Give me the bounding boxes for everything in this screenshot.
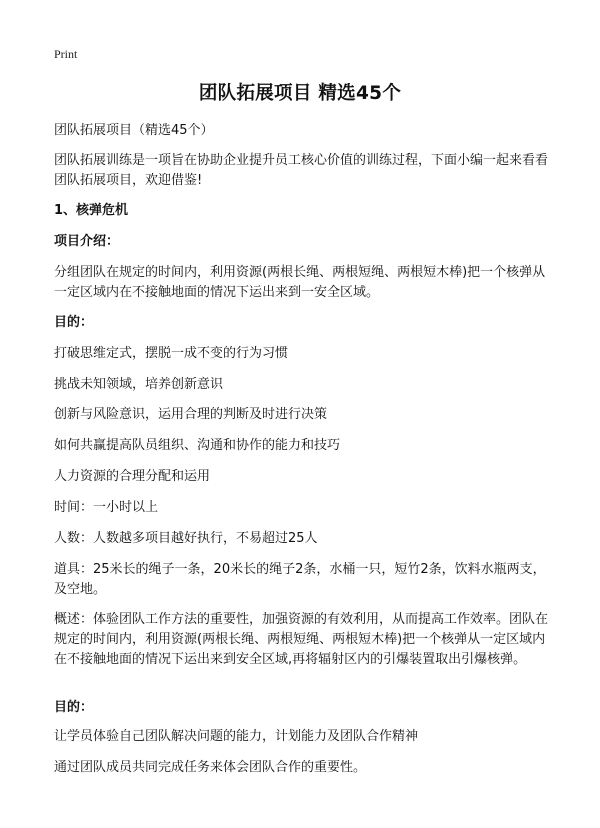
props-paragraph: 道具：25米长的绳子一条，20米长的绳子2条，水桶一只，短竹2条，饮料水瓶两支，及空地。 <box>54 562 546 597</box>
goal-item: 打破思维定式，摆脱一成不变的行为习惯 <box>54 346 289 361</box>
page-title: 团队拓展项目 精选45个 <box>198 83 402 104</box>
goal-item: 挑战未知领域，培养创新意识 <box>54 377 224 392</box>
goal-item: 创新与风险意识，运用合理的判断及时进行决策 <box>54 407 328 422</box>
document-subtitle: 团队拓展项目（精选45个） <box>54 123 214 138</box>
print-link[interactable]: Print <box>54 47 78 61</box>
project-intro-heading: 项目介绍： <box>54 234 120 249</box>
section-heading-item1: 1、核弹危机 <box>54 203 129 218</box>
overview-paragraph: 概述：体验团队工作方法的重要性，加强资源的有效利用，从而提高工作效率。团队在规定的时间内，利用资源(两根长绳、两根短绳、两根短木棒)把一个核弹从一定区域内在不接触地面的情况下运出来到安全区域,再将辐射区内的引爆装置取出引爆核弹。 <box>54 612 549 667</box>
goal2-heading: 目的： <box>54 700 94 715</box>
goal-item: 人力资源的合理分配和运用 <box>54 469 211 484</box>
time-paragraph: 时间：一小时以上 <box>54 500 159 515</box>
intro-paragraph: 团队拓展训练是一项旨在协助企业提升员工核心价值的训练过程，下面小编一起来看看团队拓展项目，欢迎借鉴! <box>54 153 549 188</box>
goal2-item: 通过团队成员共同完成任务来体会团队合作的重要性。 <box>54 760 367 775</box>
project-intro-paragraph: 分组团队在规定的时间内，利用资源(两根长绳、两根短绳、两根短木棒)把一个核弹从一定区域内在不接触地面的情况下运出来到一安全区域。 <box>54 265 546 300</box>
people-paragraph: 人数：人数越多项目越好执行，不易超过25人 <box>54 531 318 546</box>
goal2-item: 让学员体验自己团队解决问题的能力，计划能力及团队合作精神 <box>54 729 419 744</box>
goal-heading: 目的： <box>54 315 94 330</box>
goal-item: 如何共赢提高队员组织、沟通和协作的能力和技巧 <box>54 438 341 453</box>
